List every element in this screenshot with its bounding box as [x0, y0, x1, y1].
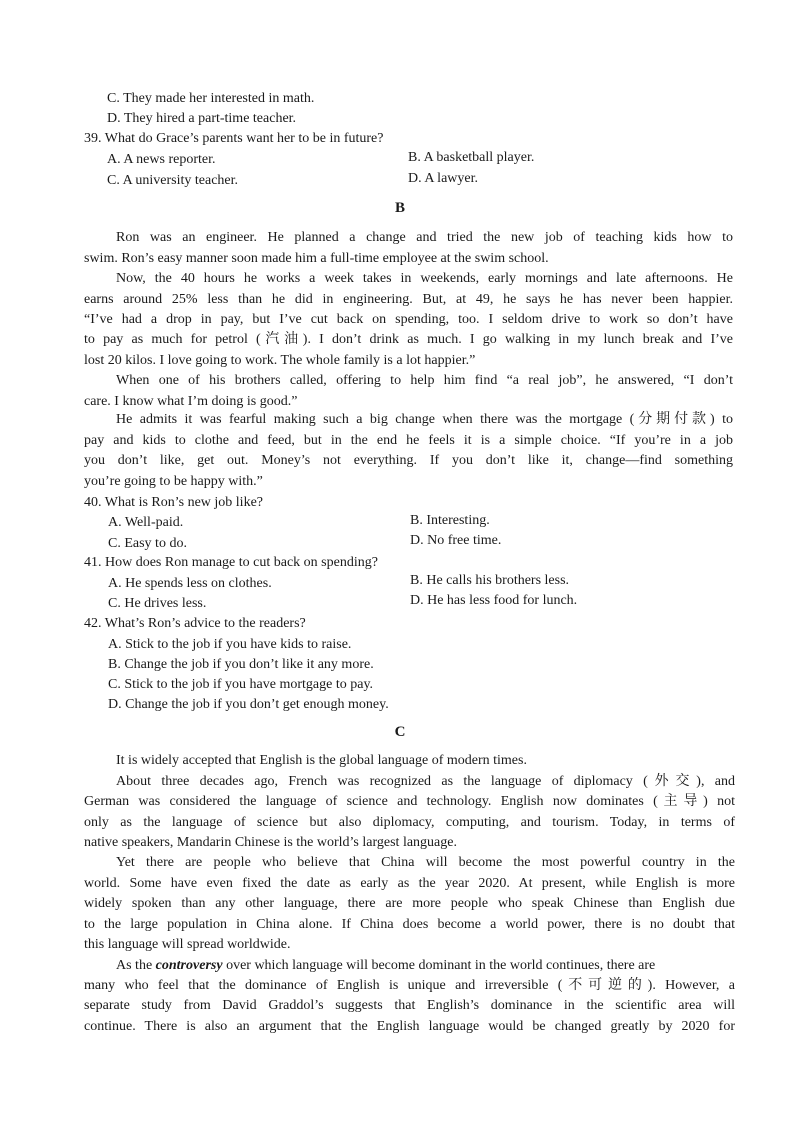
section-c-heading: C [394, 724, 406, 740]
passage-c-text: over which language will become dominant in the world continues, there are [222, 958, 656, 973]
q41-option-c: C. He drives less. [108, 596, 207, 611]
passage-b-line: care. I know what I’m doing is good.” [84, 394, 298, 409]
passage-b-line: pay and kids to clothe and feed, but in the end he feels it is a simple choice. “If you’re in a job [84, 433, 733, 448]
q41-option-d: D. He has less food for lunch. [410, 593, 578, 608]
q39-option-b: B. A basketball player. [408, 150, 535, 165]
passage-c-text: As the [116, 958, 156, 973]
passage-c-line: many who feel that the dominance of English is unique and irreversible (不可逆的). However, a [84, 978, 735, 993]
passage-c-line: separate study from David Graddol’s suggests that English’s dominance in the scientific area will [84, 998, 735, 1013]
q39-option-a: A. A news reporter. [107, 152, 216, 167]
passage-b-line: lost 20 kilos. I love going to work. The whole family is a lot happier.” [84, 353, 476, 368]
q40-option-a: A. Well-paid. [108, 515, 184, 530]
keyword-controversy: controversy [155, 958, 223, 973]
passage-c-line: Yet there are people who believe that China will become the most powerful country in the [116, 855, 735, 870]
passage-b-line: you don’t like, get out. Money’s not everything. If you don’t like it, change—find something [84, 453, 733, 468]
q39-option-d: D. A lawyer. [408, 171, 478, 186]
passage-b-line: to pay as much for petrol (汽油). I don’t drink as much. I go walking in my lunch break and I’ve [84, 332, 733, 347]
passage-b-line: He admits it was fearful making such a big change when there was the mortgage (分期付款) to [116, 412, 733, 427]
passage-c-line: German was considered the language of science and technology. English now dominates (主导) not [84, 794, 735, 809]
passage-b-line: swim. Ron’s easy manner soon made him a full-time employee at the swim school. [84, 251, 549, 266]
passage-c-line: to the large population in China alone. If China does become a world power, there is no doubt that [84, 917, 735, 932]
passage-c-line: widely spoken than any other language, there are more people who speak Chinese than English due [84, 896, 735, 911]
passage-b-line: Ron was an engineer. He planned a change and tried the new job of teaching kids how to [116, 230, 733, 245]
passage-c-line: native speakers, Mandarin Chinese is the world’s largest language. [84, 835, 457, 850]
passage-c-line: It is widely accepted that English is the global language of modern times. [116, 753, 527, 768]
passage-c-line: only as the language of science but also diplomacy, computing, and tourism. Today, in terms of [84, 815, 735, 830]
passage-b-line: you’re going to be happy with.” [84, 474, 263, 489]
question-41: 41. How does Ron manage to cut back on spending? [84, 555, 378, 570]
q41-option-b: B. He calls his brothers less. [410, 573, 570, 588]
passage-c-line: this language will spread worldwide. [84, 937, 291, 952]
passage-b-line: “I’ve had a drop in pay, but I’ve cut back on spending, too. I seldom drive to work so don’t have [84, 312, 733, 327]
q39-option-c: C. A university teacher. [107, 173, 239, 188]
question-39: 39. What do Grace’s parents want her to be in future? [84, 131, 384, 146]
section-b-heading: B [394, 200, 405, 216]
passage-c-line [116, 957, 735, 975]
q38-option-d: D. They hired a part-time teacher. [107, 111, 297, 126]
passage-b-line: When one of his brothers called, offering to help him find “a real job”, he answered, “I don’t [116, 373, 733, 388]
q40-option-b: B. Interesting. [410, 513, 490, 528]
q42-option-d: D. Change the job if you don’t get enough money. [108, 697, 389, 712]
passage-c-line: world. Some have even fixed the date as early as the year 2020. At present, while English is more [84, 876, 735, 891]
q38-option-c: C. They made her interested in math. [107, 91, 315, 106]
passage-c-line: About three decades ago, French was recognized as the language of diplomacy (外交), and [116, 774, 735, 789]
passage-b-line: Now, the 40 hours he works a week takes in weekends, early mornings and late afternoons. He [116, 271, 733, 286]
q42-option-c: C. Stick to the job if you have mortgage to pay. [108, 677, 374, 692]
q41-option-a: A. He spends less on clothes. [108, 576, 272, 591]
question-40: 40. What is Ron’s new job like? [84, 495, 263, 510]
passage-c-line: continue. There is also an argument that the English language would be changed greatly by 2020 for [84, 1019, 735, 1034]
q40-option-d: D. No free time. [410, 533, 502, 548]
q40-option-c: C. Easy to do. [108, 536, 187, 551]
q42-option-b: B. Change the job if you don’t like it any more. [108, 657, 374, 672]
passage-b-line: earns around 25% less than he did in engineering. But, at 49, he says he has never been happier. [84, 292, 733, 307]
q42-option-a: A. Stick to the job if you have kids to raise. [108, 637, 352, 652]
question-42: 42. What’s Ron’s advice to the readers? [84, 616, 306, 631]
